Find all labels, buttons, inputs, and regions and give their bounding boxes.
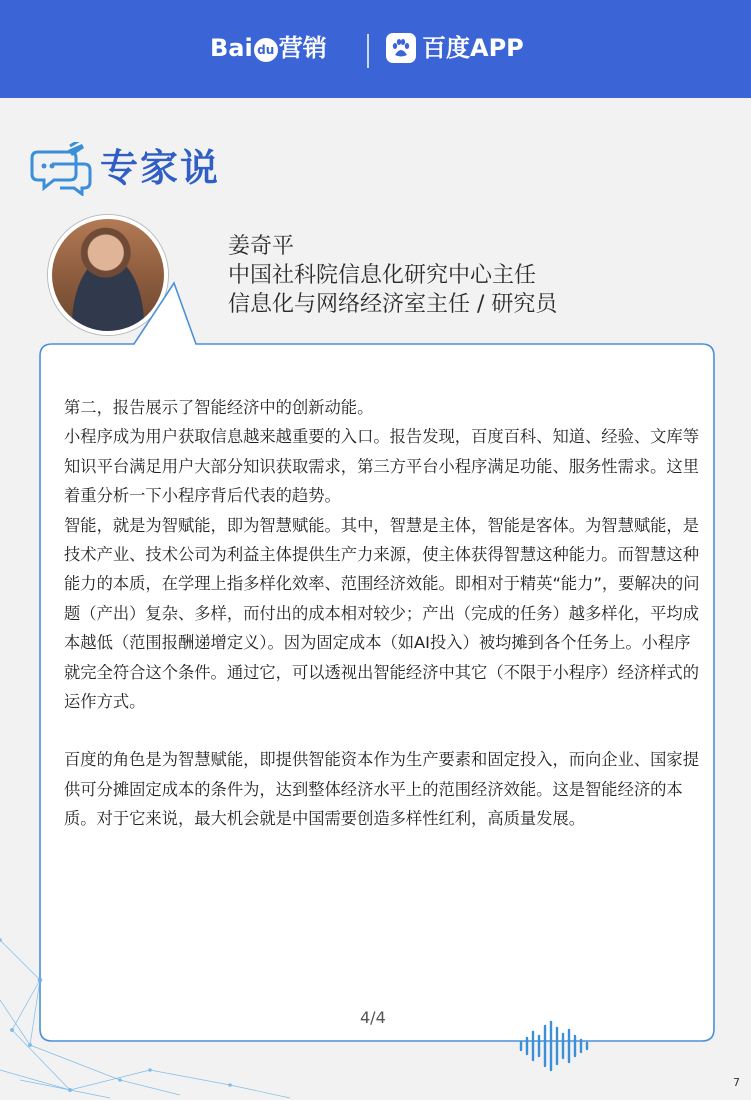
paragraph: 第二，报告展示了智能经济中的创新动能。 — [64, 398, 374, 417]
logo-text-marketing: 营销 — [278, 34, 327, 62]
du-paw-icon: du — [254, 38, 278, 62]
sound-wave-icon — [518, 1020, 594, 1072]
network-decoration — [0, 880, 300, 1100]
article-body — [64, 393, 704, 834]
section-title: 专家说 — [100, 146, 221, 190]
baidu-app-label: 百度APP — [422, 34, 524, 62]
paragraph: 智能，就是为智赋能，即为智慧赋能。其中，智慧是主体，智能是客体。为智慧赋能，是技术产业、技术公司为利益主体提供生产力来源，使主体获得智慧这种能力。而智慧这种能力的本质，在学理上指多样化效率、范围经济效能。即相对于精英“能力”，要解决的问题（产出）复杂、多样，而付出的成本相对较少；产出（完成的任务）越多样化，平均成本越低（范围报酬递增定义）。因为固定成本（如AI投入）被均摊到各个任务上。小程序就完全符合这个条件。通过它，可以透视出智能经济中其它（不限于小程序）经济样式的运作方式。 — [64, 515, 700, 712]
expert-name: 姜奇平 — [228, 234, 295, 259]
paragraph: 小程序成为用户获取信息越来越重要的入口。报告发现，百度百科、知道、经验、文库等知识平台满足用户大部分知识获取需求，第三方平台小程序满足功能、服务性需求。这里着重分析一下小程序背后代表的趋势。 — [64, 427, 699, 506]
expert-title-1: 中国社科院信息化研究中心主任 — [228, 263, 537, 288]
page-indicator: 4/4 — [360, 1008, 386, 1027]
expert-title-2: 信息化与网络经济室主任 / 研究员 — [228, 292, 558, 317]
logo-text-bai: Bai — [210, 34, 253, 62]
page-number: 7 — [733, 1076, 740, 1089]
paragraph: 百度的角色是为智慧赋能，即提供智能资本作为生产要素和固定投入，而向企业、国家提供可分摊固定成本的条件为，达到整体经济水平上的范围经济效能。这是智能经济的本质。对于它来说，最大机会就是中国需要创造多样性红利，高质量发展。 — [64, 750, 699, 829]
paragraph-spacer — [64, 716, 704, 745]
